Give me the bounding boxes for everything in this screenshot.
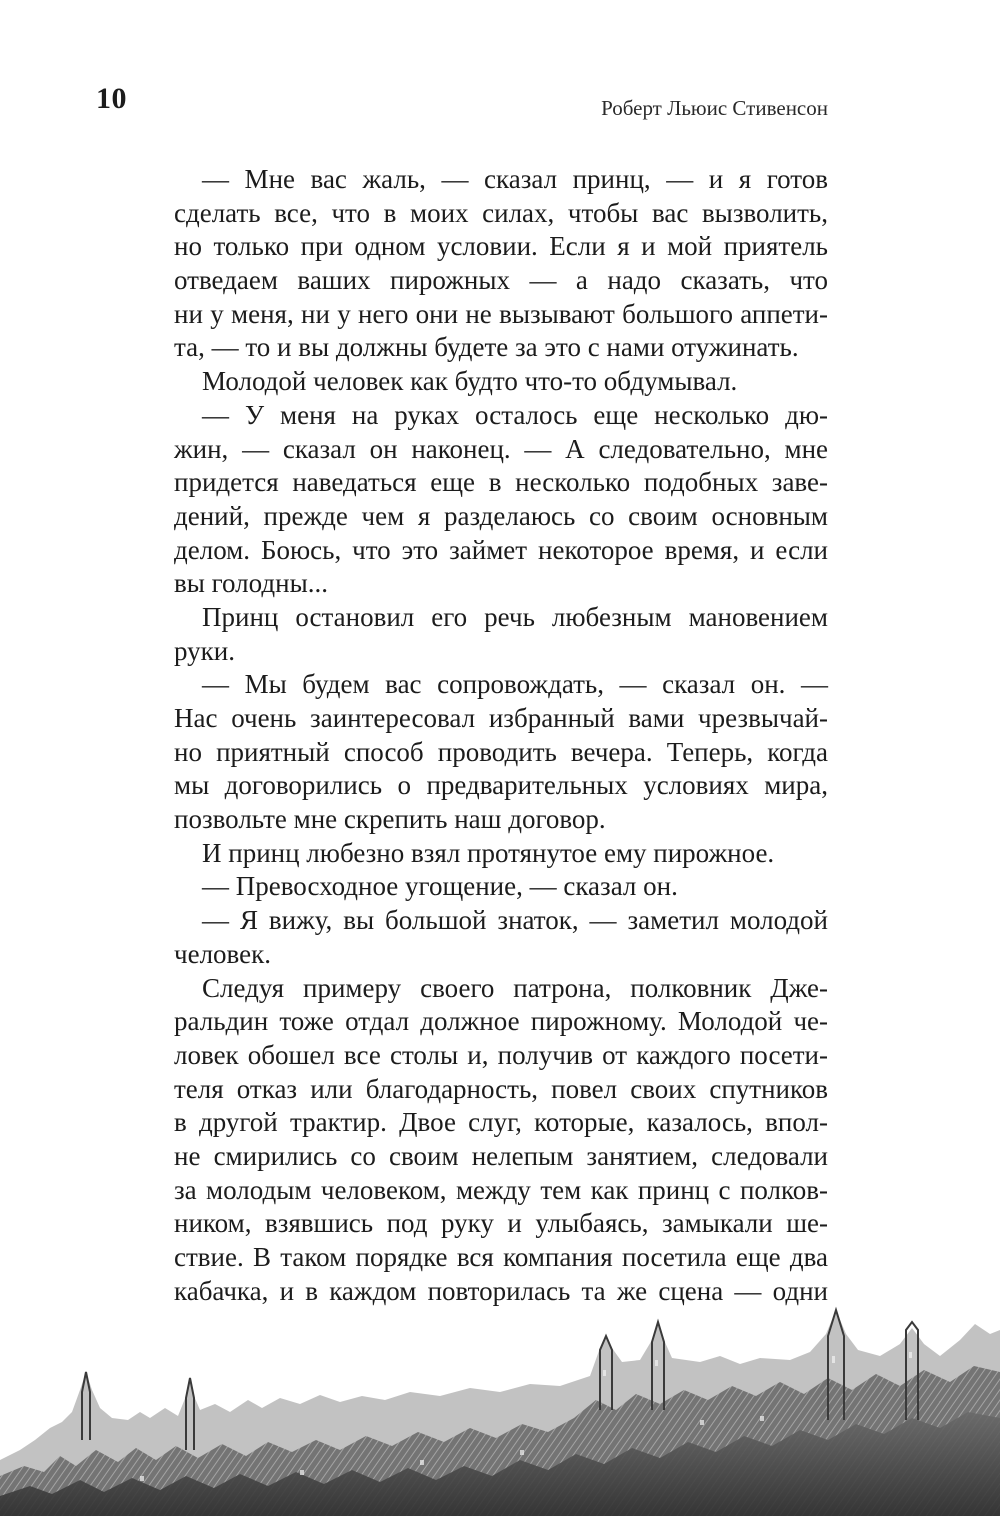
text-line: — Превосходное угощение, — сказал он. — [202, 871, 678, 902]
text-line: ральдин тоже отдал должное пирожному. Молодой че- — [174, 1006, 828, 1037]
text-line: И принц любезно взял протянутое ему пирожное. — [202, 837, 775, 868]
text-line: ни у меня, ни у него они не вызывают большого аппети- — [174, 298, 828, 329]
text-line: в другой трактир. Двое слуг, которые, казалось, впол- — [174, 1107, 828, 1138]
text-line: Нас очень заинтересовал избранный вами чрезвычай- — [174, 703, 828, 733]
town-skyline-illustration — [0, 1300, 1000, 1516]
page-number: 10 — [96, 82, 127, 115]
text-line: — У меня на руках осталось еще несколько дю- — [202, 399, 828, 430]
text-line: но только при одном условии. Если я и мой приятель — [174, 231, 828, 262]
running-head: Роберт Льюис Стивенсон — [601, 96, 828, 120]
text-line: ником, взявшись под руку и улыбаясь, замыкали ше- — [174, 1208, 828, 1239]
text-line: теля отказ или благодарность, повел своих спутников — [174, 1073, 828, 1104]
text-line: сделать все, что в моих силах, чтобы вас вызволить, — [174, 197, 828, 228]
text-line: та, — то и вы должны будете за это с нами отужинать. — [174, 332, 799, 363]
text-line: — Мы будем вас сопровождать, — сказал он. — — [202, 669, 828, 700]
text-line: но приятный способ проводить вечера. Теперь, когда — [174, 736, 828, 767]
text-line: Следуя примеру своего патрона, полковник Дже- — [202, 972, 828, 1003]
text-line: отведаем ваших пирожных — а надо сказать, что — [174, 265, 828, 296]
text-line: человек. — [174, 938, 271, 969]
text-line: — Я вижу, вы большой знаток, — заметил молодой — [202, 905, 828, 936]
text-line: кабачка, и в каждом повторилась та же сцена — одни — [174, 1275, 828, 1306]
text-line: позвольте мне скрепить наш договор. — [174, 804, 606, 835]
text-line: жин, — сказал он наконец. — А следовательно, мне — [174, 433, 828, 464]
text-line: ствие. В таком порядке вся компания посетила еще два — [174, 1242, 828, 1272]
text-line: ловек обошел все столы и, получив от каждого посети- — [174, 1039, 828, 1070]
text-line: вы голодны... — [174, 568, 328, 599]
text-line: делом. Боюсь, что это займет некоторое время, и если — [174, 534, 828, 565]
text-line: дений, прежде чем я разделаюсь со своим основным — [174, 500, 828, 531]
text-line: за молодым человеком, между тем как принц с полков- — [174, 1174, 828, 1205]
text-line: мы договорились о предварительных условиях мира, — [174, 770, 828, 801]
text-line: не смирились со своим нелепым занятием, следовали — [174, 1140, 828, 1171]
text-line: Молодой человек как будто что-то обдумывал. — [202, 366, 738, 397]
text-line: — Мне вас жаль, — сказал принц, — и я готов — [202, 164, 828, 194]
text-line: Принц остановил его речь любезным мановением — [202, 601, 828, 632]
body-text — [174, 163, 828, 1308]
text-line: придется наведаться еще в несколько подобных заве- — [174, 467, 828, 498]
text-line: руки. — [174, 635, 235, 666]
